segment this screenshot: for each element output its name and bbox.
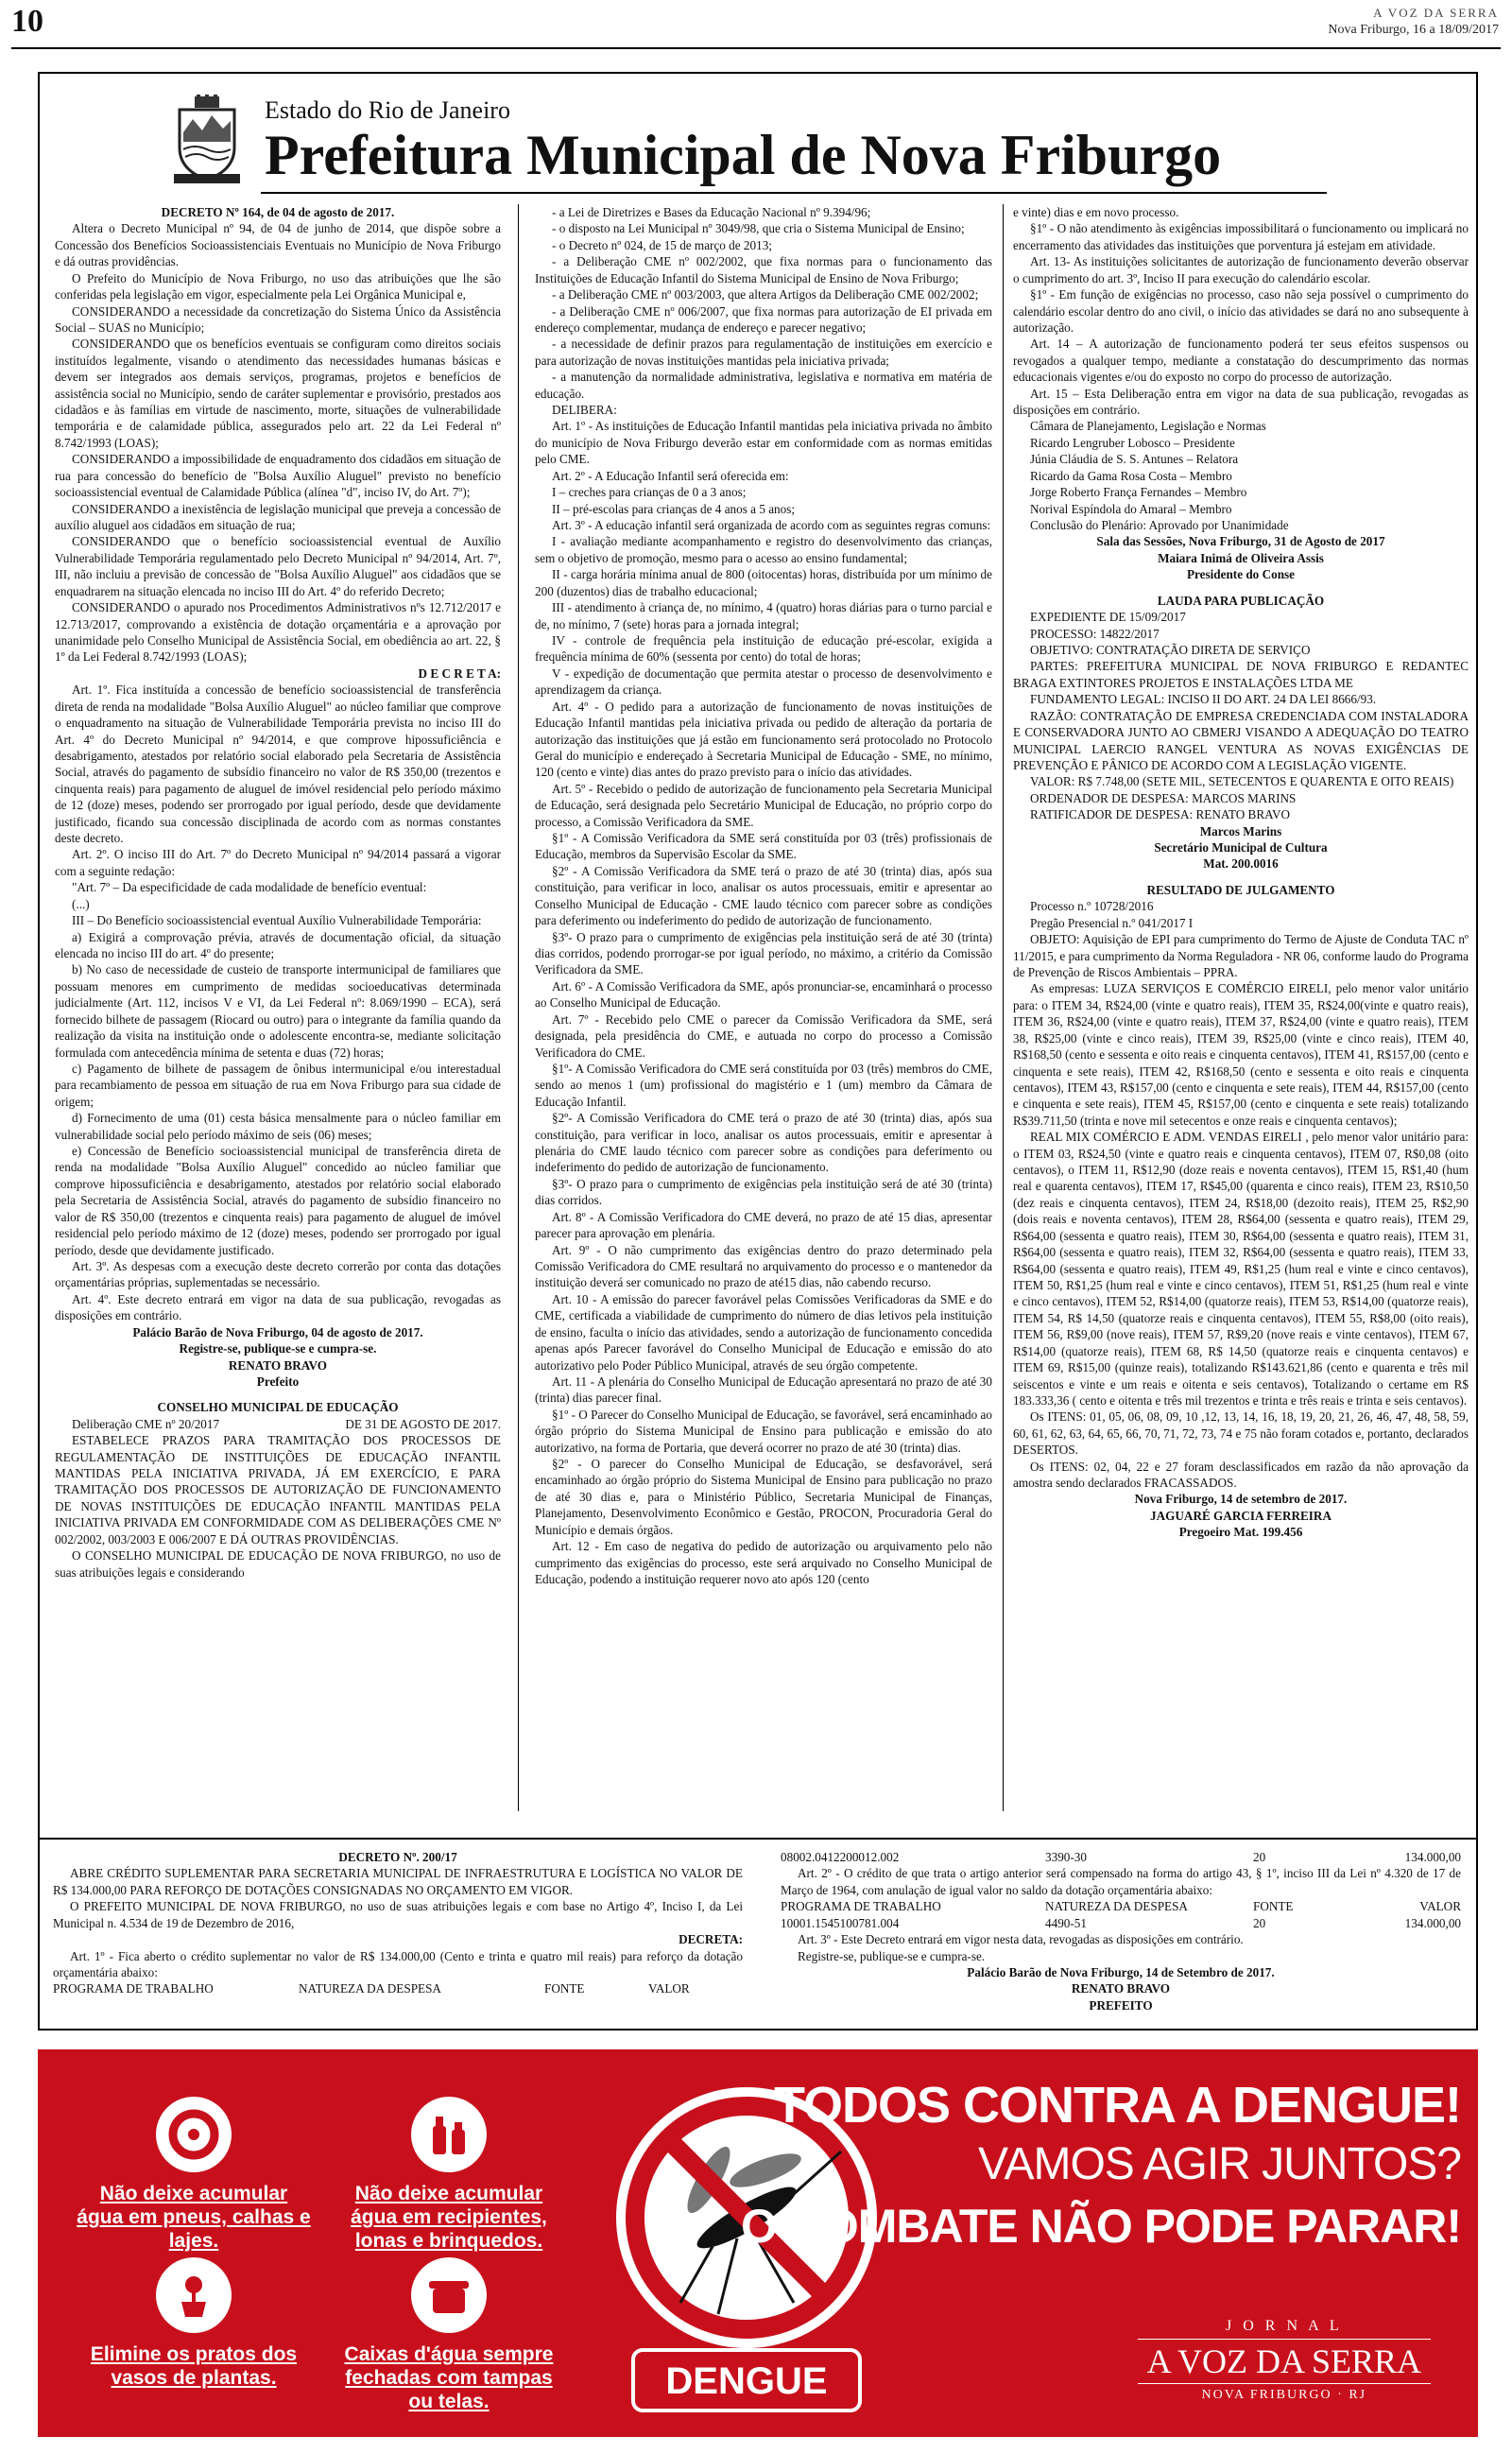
paragraph: Art. 4º - O pedido para a autorização de funcionamento de novas instituições de Educação Infantil mantidas pela iniciativa privada ou pedido de alteração da portaria de autorização das instituições que já estão em funcionamento será protocolado no Protocolo Geral do município e endereçado à Secretaria Municipal de Educação - SME, no mínimo, 120 (cento e vinte) dias antes do prazo previsto para o início das atividades. <box>535 699 992 780</box>
signature-role: Prefeito <box>256 1374 300 1389</box>
paragraph: CONSIDERANDO a necessidade da concretização do Sistema Único da Assistência Social – SUAS no Município; <box>55 303 501 335</box>
paragraph: - a Deliberação CME nº 006/2007, que fixa normas para autorização de EI privada em endereço complementar, mudança de endereço e parecer negativo; <box>535 303 992 335</box>
member-line: Conclusão do Plenário: Aprovado por Unanimidade <box>1030 518 1289 533</box>
cell-natureza: 4490-51 <box>1045 1915 1087 1930</box>
lauda-signature-mat: Mat. 200.0016 <box>1203 856 1279 872</box>
paragraph: Art. 12 - Em caso de negativa do pedido de autorização ou arquivamento pelo não cumprimento das exigências do processo, este será arquivado no Conselho Municipal de Educação, podendo a instituição requerer novo ato após 120 (cento <box>535 1539 992 1587</box>
paragraph: Art. 3º - A educação infantil será organizada de acordo com as seguintes regras comuns: <box>552 518 991 533</box>
cme-title: CONSELHO MUNICIPAL DE EDUCAÇÃO <box>157 1400 399 1415</box>
budget-table-header <box>53 1980 743 1996</box>
paragraph: - o Decreto nº 024, de 15 de março de 2013; <box>552 237 772 252</box>
paragraph: REAL MIX COMÉRCIO E ADM. VENDAS EIRELI , pelo menor valor unitário para: o ITEM 03, R$24,50 (vinte e quatro reais e cinquenta centavos), ITEM 07, R$0,08 (oito centavos), o ITEM 11, R$12,90 (doze reais e noventa centavos), ITEM 15, R$1,40 (hum real e quarenta centavos), ITEM 17, R$45,00 (quarenta e cinco reais), ITEM 23, R$10,50 (dez reais e cinquenta centavos), ITEM 24, R$18,00 (dezoito reais), ITEM 25, R$2,90 (dois reais e noventa centavos), ITEM 28, R$64,00 (sessenta e quatro reais), ITEM 29, R$64,00 (sessenta e quatro reais), ITEM 30, R$64,00 (sessenta e quatro reais), ITEM 31, R$64,00 (sessenta e quatro reais), ITEM 32, R$64,00 (sessenta e quatro reais), ITEM 33, R$64,00 (sessenta e quatro reais), ITEM 49, R$1,25 (hum real e vinte e cinco centavos), ITEM 50, R$1,25 (hum real e vinte e cinco centavos), ITEM 51, R$1,25 (hum real e vinte e cinco centavos), ITEM 52, R$14,00 (quatorze reais), ITEM 53, R$14,00 (quatorze reais), ITEM 54, R$ 14,50 (quatorze reais e cinquenta centavos), ITEM 55, R$8,00 (oito reais), ITEM 56, R$9,00 (nove reais), ITEM 57, R$9,20 (nove reais e vinte centavos), ITEM 67, R$14,00 (quatorze reais), ITEM 68, R$ 14,50 (quatorze reais e cinquenta centavos) e ITEM 69, R$15,00 (quinze reais), totalizando R$143.621,86 (cento e quarenta e três mil seiscentos e vinte e um reais e oitenta e seis centavos), Totalizando o certame em R$ 183.333,36 ( cento e oitenta e três mil trezentos e trinta e três reais e trinta e seis centavos). <box>1013 1130 1469 1408</box>
paragraph: b) No caso de necessidade de custeio de transporte intermunicipal de familiares que possuam menores em cumprimento de medidas socioeducativas determinada judicialmente (Art. 112, incisos V e VI, da Lei Federal nº: 8.069/1990 – ECA), será fornecido bilhete de passagem (Riocard ou outro) para o integrante da família quando da realização da visita na instituição onde o adolescente encontra-se, mediante solicitação formulada com antecedência mínima de setenta e duas (72) horas; <box>55 962 501 1060</box>
dengue-badge-label: DENGUE <box>665 2360 828 2402</box>
member-line: Câmara de Planejamento, Legislação e Normas <box>1030 419 1266 434</box>
paragraph: - a Lei de Diretrizes e Bases da Educação Nacional nº 9.394/96; <box>552 205 871 219</box>
decree-200-right <box>781 1849 1461 2013</box>
paragraph: Art. 4º. Este decreto entrará em vigor na data de sua publicação, revogadas as disposições em contrário. <box>55 1291 501 1323</box>
masthead <box>1328 6 1499 38</box>
decreta-heading: D E C R E T A: <box>418 665 501 681</box>
paragraph: - a Deliberação CME nº 002/2002, que fixa normas para o funcionamento das Instituições de Educação Infantil do Sistema Municipal de Ensino de Nova Friburgo; <box>535 254 992 285</box>
lauda-line: RATIFICADOR DE DESPESA: RENATO BRAVO <box>1030 807 1291 822</box>
column-2 <box>535 204 992 1811</box>
ad-brand <box>1138 2318 1431 2403</box>
paragraph: V - expedição de documentação que permita atestar o processo de desenvolvimento e aprendizagem da criança. <box>535 665 992 698</box>
ad-tip-text: Caixas d'água sempre fechadas com tampas ou telas. <box>344 2343 554 2413</box>
paragraph: Art. 5º - Recebido o pedido de autorização de funcionamento pela Secretaria Municipal de Educação, será designada pelo Secretário Municipal de Educação, no próprio corpo do processo, a Comissão Verificadora da SME. <box>535 781 992 829</box>
member-line: Ricardo Lengruber Lobosco – Presidente <box>1030 435 1235 450</box>
paragraph: (...) <box>72 896 90 911</box>
cme-deliberation-line <box>55 1416 501 1432</box>
member-line: Júnia Cláudia de S. S. Antunes – Relatora <box>1030 452 1239 467</box>
paragraph: §1º- A Comissão Verificadora do CME será constituída por 03 (três) membros do CME, sendo ao menos 1 (um) profissional do magistério e 1 (um) membro da Câmara de Educação Infantil. <box>535 1061 992 1109</box>
paragraph: Art. 13- As instituições solicitantes de autorização de funcionamento deverão observar o cumprimento do art. 3º, Inciso II para execução do calendário escolar. <box>1013 254 1469 285</box>
paragraph: §1º - O não atendimento às exigências impossibilitará o funcionamento ou implicará no encerramento das atividades das instituições que porventura já estejam em atividade. <box>1013 221 1469 252</box>
budget-table-row <box>781 1915 1461 1931</box>
paragraph: §1º - Em função de exigências no processo, caso não seja possível o cumprimento do calendário escolar dentro do ano civil, o início das atividades se dará no ano subsequente à autorização. <box>1013 287 1469 335</box>
paragraph: Art. 14 – A autorização de funcionamento poderá ter seus efeitos suspensos ou revogados a qualquer tempo, mediante a constatação do descumprimento das normas educacionais vigentes e/ou do exposto no corpo do processo de autorização. <box>1013 337 1469 385</box>
cme-date: DE 31 DE AGOSTO DE 2017. <box>345 1416 501 1431</box>
column-3 <box>1013 204 1469 1811</box>
lauda-line: EXPEDIENTE DE 15/09/2017 <box>1030 610 1186 625</box>
ad-tip-text: Não deixe acumular água em recipientes, lonas e brinquedos. <box>351 2183 547 2253</box>
paragraph: - a manutenção da normalidade administrativa, legislativa e normativa em matéria de educação. <box>535 370 992 401</box>
paragraph: Art. 2º - O crédito de que trata o artigo anterior será compensado na forma do artigo 43, § 1º, inciso III da Lei nº 4.320 de 17 de Março de 1964, com anulação de igual valor no saldo da dotação orçamentária abaixo: <box>781 1866 1461 1897</box>
lauda-title: LAUDA PARA PUBLICAÇÃO <box>1157 593 1325 608</box>
session-signature-role: Presidente do Conse <box>1186 567 1296 582</box>
ad-tip-text: Não deixe acumular água em pneus, calhas e lajes. <box>77 2183 311 2253</box>
paragraph: CONSIDERANDO o apurado nos Procedimentos Administrativos nºs 12.712/2017 e 12.713/2017, comprovando a existência de dotação orçamentária e a aprovação por unanimidade pelo Conselho Municipal de Assistência Social, em obediência ao art. 22, § 1º da Lei Federal 8.742/1993 (LOAS); <box>55 600 501 665</box>
paragraph: - a necessidade de definir prazos para regulamentação de instituições em exercício e para autorização de novas instituições mantidas pela iniciativa privada; <box>535 337 992 368</box>
paragraph: I – creches para crianças de 0 a 3 anos; <box>552 485 747 500</box>
paragraph: Art. 1º - As instituições de Educação Infantil mantidas pela iniciativa privada no âmbito do município de Nova Friburgo deverão estar em conformidade com as normas emitidas pelo CME. <box>535 419 992 467</box>
cell-programa: 08002.0412200012.002 <box>781 1850 900 1864</box>
budget-table-header <box>781 1898 1461 1914</box>
paragraph: §1º - O Parecer do Conselho Municipal de Educação, se favorável, será encaminhado ao órgão próprio do Sistema Municipal de Ensino para publicação e emissão do ato autorizativo, na forma de Portaria, que deverá ocorrer no prazo de até 30 (trinta) dias. <box>535 1407 992 1455</box>
decreta-heading: DECRETA: <box>679 1932 743 1947</box>
newspaper-name: A VOZ DA SERRA <box>1373 6 1499 20</box>
header-rule <box>261 192 1327 194</box>
paragraph: Pregão Presencial n.º 041/2017 I <box>1030 915 1194 930</box>
cell-valor: 134.000,00 <box>1404 1915 1461 1930</box>
lauda-line: ORDENADOR DE DESPESA: MARCOS MARINS <box>1030 790 1297 805</box>
header-fonte: FONTE <box>544 1981 585 1996</box>
header-programa: PROGRAMA DE TRABALHO <box>53 1981 214 1996</box>
cme-deliberation: Deliberação CME nº 20/2017 <box>72 1416 220 1431</box>
paragraph: Art. 2º. O inciso III do Art. 7º do Decreto Municipal nº 94/2014 passará a vigorar com a seguinte redação: <box>55 847 501 878</box>
paragraph: III - atendimento à criança de, no mínimo, 4 (quatro) horas diárias para o turno parcial e de, no mínimo, 7 (sete) horas para a jornada integral; <box>535 600 992 631</box>
paragraph: e) Concessão de Benefício socioassistencial municipal de transferência direta de renda na modalidade "Bolsa Auxílio Aluguel" concedido ao núcleo familiar que comprove hipossuficiência e desabrigamento, atestados por relatório social elaborado pela Secretaria de Assistência Social, através do pagamento de subsídio financeiro no valor de R$ 350,00 (trezentos e cinquenta reais) para pagamento de aluguel de imóvel residencial pelo período máximo de 12 (doze) meses, podendo ser prorrogado por igual período, desde que devidamente justificado. <box>55 1144 501 1257</box>
paragraph: CONSIDERANDO a impossibilidade de enquadramento dos cidadãos em situação de rua para concessão do benefício de "Bolsa Auxílio Aluguel" previsto no benefício socioassistencial eventual de Calamidade Pública (alínea "d", inciso IV, do Art. 7º); <box>55 452 501 500</box>
water-tank-icon <box>411 2257 487 2333</box>
paragraph: I - avaliação mediante acompanhamento e registro do desenvolvimento das crianças, sem o objetivo de promoção, mesmo para o acesso ao ensino fundamental; <box>535 534 992 565</box>
paragraph: As empresas: LUZA SERVIÇOS E COMÉRCIO EIRELI, pelo menor valor unitário para: o ITEM 34, R$24,00 (vinte e quatro reais), ITEM 35, R$24,00(vinte e quatro reais), ITEM 36, R$24,00 (vinte e quatro reais), ITEM 37, R$24,00 (vinte e quatro reais), ITEM 38, R$25,00 (vinte e cinco reais), ITEM 39, R$25,00 (vinte e cinco reais), ITEM 40, R$168,50 (cento e sessenta e oito reais e cinquenta centavos), ITEM 41, R$157,00 (cento e cinquenta e sete reais), ITEM 42, R$168,50 (cento e sessenta e oito reais e cinquenta centavos), ITEM 43, R$157,00 (cento e cinquenta e sete reais), ITEM 44, R$157,00 (cento e cinquenta e sete reais), ITEM 45, R$157,00 (cento e cinquenta e sete reais) totalizando R$39.711,50 (trinta e nove mil setecentos e onze reais e cinquenta centavos); <box>1013 981 1469 1128</box>
header-natureza: NATUREZA DA DESPESA <box>299 1981 441 1996</box>
lauda-line: PROCESSO: 14822/2017 <box>1030 626 1160 641</box>
header-fonte: FONTE <box>1253 1899 1294 1914</box>
paragraph: CONSIDERANDO que os benefícios eventuais se configuram como direitos sociais instituídos legalmente, visando o atendimento das necessidades humanas básicas e devem ser integrados aos demais serviços, programas, projetos e benefícios de assistência social no Município, sendo de caráter suplementar e provisório, prestados aos cidadãos e às famílias em virtude de nascimento, morte, situações de vulnerabilidade temporária e de calamidade pública, assegurados pelo art. 22 da Lei Federal nº 8.742/1993 (LOAS); <box>55 337 501 450</box>
paragraph: §3º- O prazo para o cumprimento de exigências pela instituição será de até 30 (trinta) dias corridos, podendo prorrogar-se por igual período, no máximo, a critério da Comissão Verificadora da SME. <box>535 929 992 977</box>
paragraph: "Art. 7º – Da especificidade de cada modalidade de benefício eventual: <box>72 880 427 895</box>
page-number: 10 <box>11 4 43 39</box>
paragraph: II - carga horária mínima anual de 800 (oitocentas) horas, distribuída por um mínimo de 200 (duzentos) dias de trabalho educacional; <box>535 567 992 598</box>
decree-164-title: DECRETO Nº 164, de 04 de agosto de 2017. <box>161 205 395 219</box>
header-programa: PROGRAMA DE TRABALHO <box>781 1899 941 1914</box>
ad-brand-name: A VOZ DA SERRA <box>1138 2339 1431 2384</box>
paragraph: e vinte) dias e em novo processo. <box>1013 205 1179 219</box>
signature-name: RENATO BRAVO <box>228 1357 328 1373</box>
julgamento-place: Nova Friburgo, 14 de setembro de 2017. <box>1134 1492 1348 1507</box>
lauda-signature-role: Secretário Municipal de Cultura <box>1154 840 1328 855</box>
paragraph: a) Exigirá a comprovação prévia, através de documentação oficial, da situação elencada no inciso III do art. 4º do presente; <box>55 929 501 960</box>
paragraph: Registre-se, publique-se e cumpra-se. <box>798 1948 986 1963</box>
column-1 <box>55 204 501 1811</box>
paragraph: Art. 8º - A Comissão Verificadora do CME deverá, no prazo de até 15 dias, apresentar parecer para aprovação em plenária. <box>535 1209 992 1241</box>
prefeitura-title: Prefeitura Municipal de Nova Friburgo <box>265 124 1222 186</box>
budget-table-row <box>781 1849 1461 1865</box>
decree-200-title: DECRETO Nº. 200/17 <box>338 1850 457 1864</box>
header-valor: VALOR <box>1419 1899 1461 1914</box>
signature-name: RENATO BRAVO <box>1071 1981 1171 1996</box>
ad-tip-water-tank <box>331 2257 567 2414</box>
ad-brand-kicker: J O R N A L <box>1226 2318 1343 2334</box>
cell-valor: 134.000,00 <box>1404 1850 1461 1864</box>
signature-line: Registre-se, publique-se e cumpra-se. <box>179 1341 377 1357</box>
ad-tip-plants <box>76 2257 312 2390</box>
paragraph: O Prefeito do Município de Nova Friburgo, no uso das atribuições que lhe são conferidas pela legislação em vigor, especialmente pela Lei Orgânica Municipal e, <box>55 270 501 302</box>
session-place: Sala das Sessões, Nova Friburgo, 31 de Agosto de 2017 <box>1096 534 1385 549</box>
state-name: Estado do Rio de Janeiro <box>265 96 510 124</box>
paragraph: III – Do Benefício socioassistencial eventual Auxílio Vulnerabilidade Temporária: <box>72 913 482 928</box>
paragraph: Altera o Decreto Municipal nº 94, de 04 de junho de 2014, que dispõe sobre a Concessão dos Benefícios Socioassistenciais Eventuais no Município de Nova Friburgo e dá outras providências. <box>55 221 501 269</box>
ad-tip-text: Elimine os pratos dos vasos de plantas. <box>90 2343 298 2390</box>
ad-slogan-2: VAMOS AGIR JUNTOS? <box>977 2139 1461 2189</box>
paragraph: Art. 15 – Esta Deliberação entra em vigor na data de sua publicação, revogadas as disposições em contrário. <box>1013 386 1469 418</box>
paragraph: §1º - A Comissão Verificadora da SME será constituída por 03 (três) profissionais de Educação, membros da Supervisão Escolar da SME. <box>535 831 992 862</box>
paragraph: Art. 3º. As despesas com a execução deste decreto correrão por conta das dotações orçamentárias próprias, suplementadas se necessário. <box>55 1259 501 1290</box>
paragraph: Processo n.º 10728/2016 <box>1030 899 1154 914</box>
paragraph: OBJETO: Aquisição de EPI para cumprimento do Termo de Ajuste de Conduta TAC nº 11/2015, e para cumprimento da Norma Reguladora - NR 06, conforme laudo do Programa de Prevenção de Riscos Ambientais – PPRA. <box>1013 932 1469 979</box>
lauda-line: OBJETIVO: CONTRATAÇÃO DIRETA DE SERVIÇO <box>1030 642 1311 657</box>
decree-200-ementa: ABRE CRÉDITO SUPLEMENTAR PARA SECRETARIA MUNICIPAL DE INFRAESTRUTURA E LOGÍSTICA NO VALOR DE R$ 134.000,00 PARA REFORÇO DE DOTAÇÕES CONSIGNADAS NO ORÇAMENTO EM VIGOR. <box>53 1866 743 1897</box>
signature-role: PREFEITO <box>1089 1997 1153 2013</box>
delibera-heading: DELIBERA: <box>552 403 617 418</box>
paragraph: Os ITENS: 02, 04, 22 e 27 foram desclassificados em razão da não aprovação da amostra sendo declarados FRACASSADOS. <box>1013 1459 1469 1491</box>
top-rule <box>11 47 1501 49</box>
paragraph: Art. 1º - Fica aberto o crédito suplementar no valor de R$ 134.000,00 (Cento e trinta e quatro mil reais) para reforço da dotação orçamentária abaixo: <box>53 1948 743 1979</box>
header-valor: VALOR <box>648 1981 690 1996</box>
ad-slogan-1: TODOS CONTRA A DENGUE! <box>773 2077 1461 2134</box>
cell-programa: 10001.1545100781.004 <box>781 1915 900 1930</box>
cme-ementa: ESTABELECE PRAZOS PARA TRAMITAÇÃO DOS PROCESSOS DE REGULAMENTAÇÃO DE INSTITUIÇÕES DE EDUCAÇÃO INFANTIL MANTIDAS PELA INICIATIVA PRIVADA, JÁ EM EXERCÍCIO, E PARA TRAMITAÇÃO DOS PROCESSOS DE AUTORIZAÇÃO DE FUNCIONAMENTO DE NOVAS INSTITUIÇÕES DE EDUCAÇÃO INFANTIL MANTIDAS PELA INICIATIVA PRIVADA EM CONFORMIDADE COM AS DELIBERAÇÕES CME Nº 002/2002, 003/2003 E 006/2007 E DÁ OUTRAS PROVIDÊNCIAS. <box>55 1433 501 1547</box>
edition-date: Nova Friburgo, 16 a 18/09/2017 <box>1328 23 1499 37</box>
member-line: Jorge Roberto França Fernandes – Membro <box>1030 485 1247 500</box>
paragraph: Art. 6º - A Comissão Verificadora da SME, após pronunciar-se, encaminhará o processo ao Conselho Municipal de Educação. <box>535 978 992 1011</box>
column-divider <box>518 204 519 1811</box>
lauda-line: VALOR: R$ 7.748,00 (SETE MIL, SETECENTOS E QUARENTA E OITO REAIS) <box>1030 774 1454 789</box>
ad-slogan-3: O COMBATE NÃO PODE PARAR! <box>740 2200 1461 2253</box>
paragraph: Art. 7º - Recebido pelo CME o parecer da Comissão Verificadora da SME, será designada, pela presidência do CME, e autuada no corpo do processo a Comissão Verificadora do CME. <box>535 1011 992 1060</box>
cell-natureza: 3390-30 <box>1045 1850 1087 1864</box>
paragraph: d) Fornecimento de uma (01) cesta básica mensalmente para o núcleo familiar em vulnerabilidade social pelo período máximo de seis (06) meses; <box>55 1111 501 1142</box>
julgamento-signature-role: Pregoeiro Mat. 199.456 <box>1178 1525 1303 1540</box>
lauda-line: PARTES: PREFEITURA MUNICIPAL DE NOVA FRIBURGO E REDANTEC BRAGA EXTINTORES PROJETOS E INSTALAÇÕES LTDA ME <box>1013 659 1469 690</box>
paragraph: O CONSELHO MUNICIPAL DE EDUCAÇÃO DE NOVA FRIBURGO, no uso de suas atribuições legais e considerando <box>55 1548 501 1580</box>
paragraph: c) Pagamento de bilhete de passagem de ônibus intermunicipal e/ou interestadual para recambiamento de pessoa em situação de rua em Nova Friburgo para sua cidade de origem; <box>55 1061 501 1109</box>
lauda-line: RAZÃO: CONTRATAÇÃO DE EMPRESA CREDENCIADA COM INSTALADORA E CONSERVADORA JUNTO AO CBMERJ VISANDO A ADEQUAÇÃO DO TEATRO MUNICIPAL LAERCIO RANGEL VENTURA AS NOVAS EXIGÊNCIAS DE PREVENÇÃO E PÂNICO DE ACORDO COM A LEGISLAÇÃO VIGENTE. <box>1013 708 1469 772</box>
decree-200-left <box>53 1849 743 1997</box>
paragraph: Os ITENS: 01, 05, 06, 08, 09, 10 ,12, 13, 14, 16, 18, 19, 20, 21, 26, 46, 47, 48, 58, 59, 60, 61, 62, 63, 64, 65, 66, 70, 71, 72, 73, 74 e 75 não foram cotados e, portanto, declarados DESERTOS. <box>1013 1409 1469 1458</box>
session-signature-name: Maiara Inimá de Oliveira Assis <box>1158 550 1324 565</box>
bottles-icon <box>411 2097 487 2172</box>
lauda-line: FUNDAMENTO LEGAL: INCISO II DO ART. 24 DA LEI 8666/93. <box>1030 692 1377 707</box>
cell-fonte: 20 <box>1253 1915 1266 1930</box>
paragraph: - o disposto na Lei Municipal nº 3049/98, que cria o Sistema Municipal de Ensino; <box>552 221 965 236</box>
lauda-signature-name: Marcos Marins <box>1199 823 1282 838</box>
tire-icon <box>156 2097 232 2172</box>
paragraph: §2º - O parecer do Conselho Municipal de Educação, se desfavorável, será encaminhado ao órgão próprio do Sistema Municipal de Ensino para publicação no prazo de até 30 dias e, para o Ministério Público, Secretaria Municipal de Finanças, Planejamento, Desenvolvimento Econômico e Gestão, PROCON, Procuradoria Geral do Município e demais órgãos. <box>535 1457 992 1537</box>
ad-brand-city: NOVA FRIBURGO · RJ <box>1201 2388 1367 2402</box>
coat-of-arms-icon <box>170 95 244 185</box>
flower-pot-icon <box>156 2257 232 2333</box>
paragraph: Art. 3º - Este Decreto entrará em vigor nesta data, revogadas as disposições em contrário. <box>798 1932 1244 1947</box>
member-line: Norival Espíndola do Amaral – Membro <box>1030 501 1232 516</box>
paragraph: §2º- A Comissão Verificadora do CME terá o prazo de até 30 (trinta) dias, após sua constituição, para verificar in loco, analisar os autos processuais, emitir e apresentar à plenária do CME laudo técnico com parecer sobre as condições para deferimento ou indeferimento do pedido de autorização de funcionamento. <box>535 1111 992 1175</box>
header-natureza: NATUREZA DA DESPESA <box>1045 1899 1188 1914</box>
cell-fonte: 20 <box>1253 1850 1266 1864</box>
paragraph: §2º - A Comissão Verificadora da SME terá o prazo de até 30 (trinta) dias, após sua constituição, para verificar in loco, analisar os autos processuais, emitir e apresentar ao Conselho Municipal de Educação - CME laudo técnico com parecer sobre as condições para deferimento ou indeferimento do pedido de autorização de funcionamento. <box>535 863 992 928</box>
paragraph: CONSIDERANDO a inexistência de legislação municipal que preveja a concessão de auxílio aluguel aos cidadãos em situação de rua; <box>55 501 501 533</box>
member-line: Ricardo da Gama Rosa Costa – Membro <box>1030 468 1232 483</box>
julgamento-signature-name: JAGUARÉ GARCIA FERREIRA <box>1150 1508 1332 1523</box>
ad-tip-tires <box>76 2097 312 2254</box>
column-divider <box>1003 204 1004 1811</box>
paragraph: CONSIDERANDO que o benefício socioassistencial eventual de Auxílio Vulnerabilidade Temporária regulamentado pelo Decreto Municipal nº 94/2014, Art. 7º, III, não incluiu a previsão de concessão de "Bolsa Auxílio Aluguel" aos cidadãos que se enquadrarem na situação elencada no inciso III do Art. 4º do referido Decreto; <box>55 534 501 598</box>
signature-place: Palácio Barão de Nova Friburgo, 14 de Setembro de 2017. <box>967 1964 1275 1979</box>
paragraph: Art. 10 - A emissão do parecer favorável pelas Comissões Verificadoras da SME e do CME, certificada a viabilidade de cumprimento do número de dias letivos pela instituição de ensino, faculta o início das atividades, sendo a autorização de funcionamento concedida apenas após Parecer favorável do Conselho Municipal de Educação e emissão do ato autorizativo pelo Poder Público Municipal, através de seu órgão competente. <box>535 1291 992 1373</box>
paragraph: IV - controle de frequência pela instituição de educação pré-escolar, exigida a frequência mínima de 60% (sessenta por cento) do total de horas; <box>535 632 992 665</box>
paragraph: - a Deliberação CME nº 003/2003, que altera Artigos da Deliberação CME 002/2002; <box>552 287 979 302</box>
paragraph: Art. 11 - A plenária do Conselho Municipal de Educação apresentará no prazo de até 30 (trinta) dias parecer final. <box>535 1374 992 1406</box>
signature-place: Palácio Barão de Nova Friburgo, 04 de agosto de 2017. <box>132 1324 423 1339</box>
paragraph: Art. 9º - O não cumprimento das exigências dentro do prazo determinado pela Comissão Verificadora do CME resultará no arquivamento do processo e o mantenedor da instituição deverá ser comunicado no prazo de até15 dias, não cabendo recurso. <box>535 1242 992 1290</box>
ad-tip-containers <box>331 2097 567 2254</box>
julgamento-title: RESULTADO DE JULGAMENTO <box>1146 882 1335 897</box>
paragraph: O PREFEITO MUNICIPAL DE NOVA FRIBURGO, no uso de suas atribuições legais e com base no Artigo 4º, Inciso I, da Lei Municipal n. 4.534 de 19 de Dezembro de 2016, <box>53 1899 743 1930</box>
paragraph: Art. 2º - A Educação Infantil será oferecida em: <box>552 468 789 483</box>
paragraph: §3º- O prazo para o cumprimento de exigências pela instituição será de até 30 (trinta) dias corridos. <box>535 1176 992 1208</box>
paragraph: II – pré-escolas para crianças de 4 anos a 5 anos; <box>552 501 796 516</box>
paragraph: Art. 1º. Fica instituída a concessão de benefício socioassistencial de transferência direta de renda na modalidade "Bolsa Auxílio Aluguel" ao núcleo familiar que comprove o enquadramento na situação de Vulnerabilidade Temporária prevista no inciso III do Art. 4º do Decreto Municipal nº 94/2014, e que comprove hipossuficiência e desabrigamento, atestados por relatório social elaborado pela Secretaria de Assistência Social, através do pagamento de subsídio financeiro no valor de R$ 350,00 (trezentos e cinquenta reais) para pagamento de aluguel de imóvel residencial pelo período máximo de 12 (doze) meses, podendo ser prorrogado por igual período, desde que devidamente justificado, ficando sua concessão disciplinada de acordo com as normas constantes deste decreto. <box>55 683 501 846</box>
